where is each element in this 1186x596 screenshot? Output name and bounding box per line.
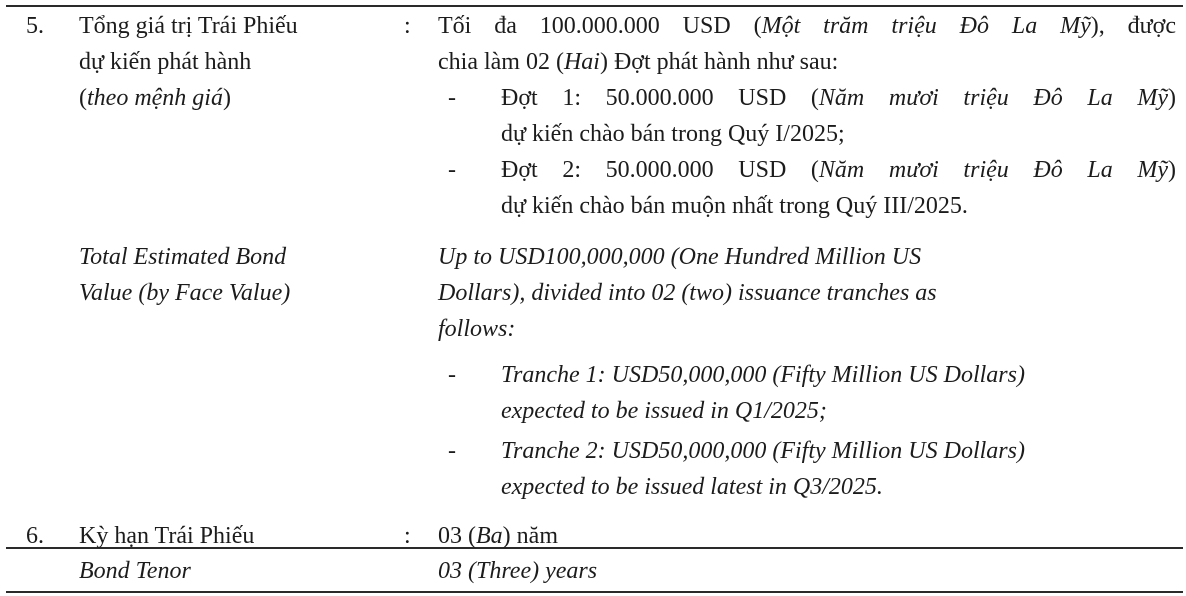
label-vi-line-1: Tổng giá trị Trái Phiếu	[79, 13, 298, 39]
value-vi-bullet-1-cont: dự kiến chào bán trong Quý I/2025;	[501, 121, 845, 147]
value-vi: 03 (Ba) năm	[438, 523, 558, 549]
label-vi: Kỳ hạn Trái Phiếu	[79, 523, 255, 549]
value-vi-bullet-2: Đợt 2: 50.000.000 USD (Năm mươi triệu Đô La Mỹ)	[501, 157, 1176, 183]
value-en: 03 (Three) years	[438, 558, 598, 584]
value-en-bullet-1: Tranche 1: USD50,000,000 (Fifty Million US Dollars)	[501, 362, 1025, 388]
value-en-line-2: Dollars), divided into 02 (two) issuance tranches as	[438, 280, 937, 306]
bullet-dash: -	[448, 362, 456, 388]
label-vi-note: (theo mệnh giá)	[79, 85, 231, 111]
value-en-bullet-2-cont: expected to be issued latest in Q3/2025.	[501, 474, 883, 500]
label-en: Bond Tenor	[79, 558, 191, 584]
value-vi-bullet-1: Đợt 1: 50.000.000 USD (Năm mươi triệu Đô La Mỹ)	[501, 85, 1176, 111]
value-en-line-3: follows:	[438, 316, 516, 342]
label-vi-line-2: dự kiến phát hành	[79, 49, 252, 75]
value-vi-line-1: Tối đa 100.000.000 USD (Một trăm triệu Đô La Mỹ), được	[438, 13, 1177, 39]
value-vi-bullet-2-cont: dự kiến chào bán muộn nhất trong Quý III/2025.	[501, 193, 968, 219]
row-number: 5.	[26, 13, 44, 39]
row-number: 6.	[26, 523, 44, 549]
value-vi-line-2: chia làm 02 (Hai) Đợt phát hành như sau:	[438, 49, 839, 75]
bullet-dash: -	[448, 438, 456, 464]
table-bottom-border	[6, 591, 1183, 593]
label-vi-note-text: theo mệnh giá	[87, 85, 223, 111]
value-en-bullet-1-cont: expected to be issued in Q1/2025;	[501, 398, 827, 424]
value-en-bullet-2: Tranche 2: USD50,000,000 (Fifty Million US Dollars)	[501, 438, 1025, 464]
bullet-dash: -	[448, 157, 456, 183]
separator-colon: :	[404, 13, 411, 39]
label-en-line-1: Total Estimated Bond	[79, 244, 287, 270]
label-en-line-2: Value (by Face Value)	[79, 280, 291, 306]
value-en-line-1: Up to USD100,000,000 (One Hundred Million US	[438, 244, 922, 270]
bullet-dash: -	[448, 85, 456, 111]
separator-colon: :	[404, 523, 411, 549]
table-top-border	[6, 5, 1183, 7]
